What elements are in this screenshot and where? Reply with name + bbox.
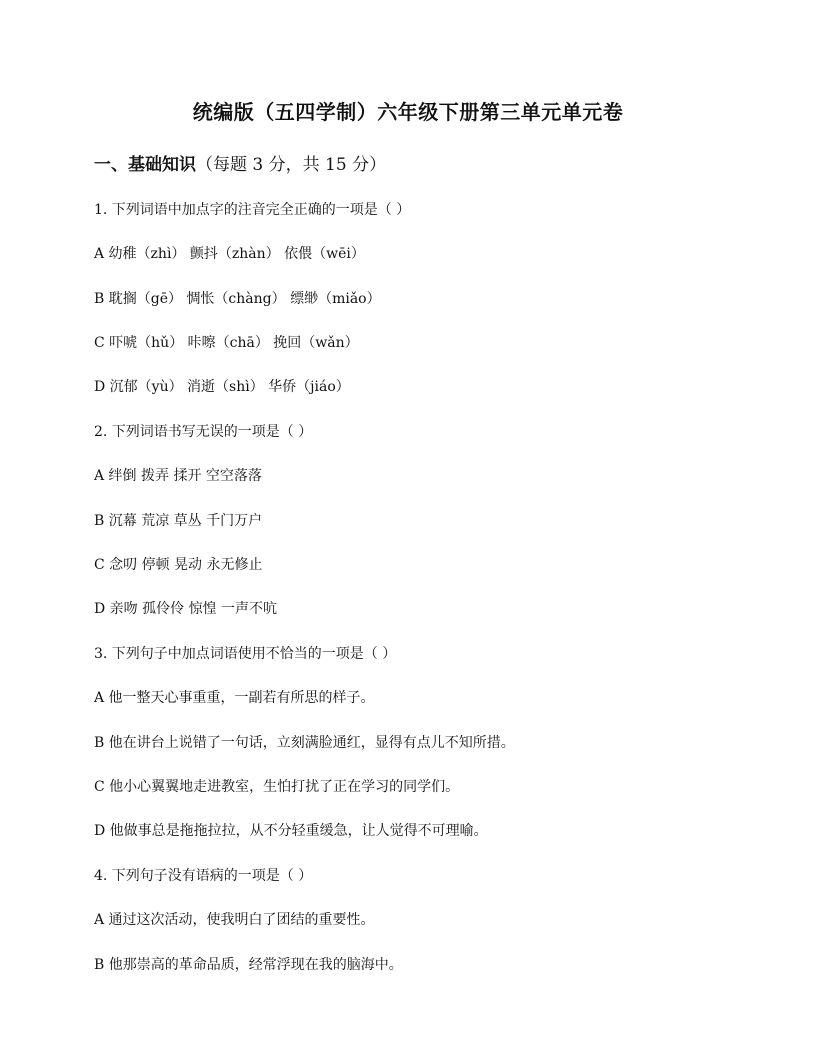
question-3-option-b: B 他在讲台上说错了一句话，立刻满脸通红，显得有点儿不知所措。 xyxy=(94,735,515,751)
question-3-option-d: D 他做事总是拖拖拉拉，从不分轻重缓急，让人觉得不可理喻。 xyxy=(94,823,488,839)
question-3-stem: 3. 下列句子中加点词语使用不恰当的一项是（ ） xyxy=(94,646,397,662)
question-1-option-c: C 吓唬（hǔ） 咔嚓（chā） 挽回（wǎn） xyxy=(94,335,359,351)
question-2-option-a: A 绊倒 拨弄 揉开 空空落落 xyxy=(94,468,262,484)
section-heading-label: 一、基础知识 xyxy=(94,155,196,175)
question-2-option-d: D 亲吻 孤伶伶 惊惶 一声不吭 xyxy=(94,601,278,617)
question-4-option-a: A 通过这次活动，使我明白了团结的重要性。 xyxy=(94,912,375,928)
question-1-option-b: B 耽搁（gē） 惆怅（chàng） 缥缈（miǎo） xyxy=(94,291,381,307)
question-1-stem: 1. 下列词语中加点字的注音完全正确的一项是（ ） xyxy=(94,202,411,218)
section-heading xyxy=(94,150,386,175)
question-2-stem: 2. 下列词语书写无误的一项是（ ） xyxy=(94,424,313,440)
section-heading-score-note: （每题 3 分，共 15 分） xyxy=(196,155,387,175)
question-3-option-a: A 他一整天心事重重，一副若有所思的样子。 xyxy=(94,690,375,706)
question-2-option-b: B 沉幕 荒凉 草丛 千门万户 xyxy=(94,513,263,529)
document-title: 统编版（五四学制）六年级下册第三单元单元卷 xyxy=(192,100,624,124)
question-1-option-d: D 沉郁（yù） 消逝（shì） 华侨（jiáo） xyxy=(94,379,350,395)
question-1-option-a: A 幼稚（zhì） 颤抖（zhàn） 依偎（wēi） xyxy=(94,246,365,262)
question-4-option-b: B 他那崇高的革命品质，经常浮现在我的脑海中。 xyxy=(94,957,403,973)
question-4-stem: 4. 下列句子没有语病的一项是（ ） xyxy=(94,868,313,884)
question-2-option-c: C 念叨 停顿 晃动 永无修止 xyxy=(94,557,263,573)
question-3-option-c: C 他小心翼翼地走进教室，生怕打扰了正在学习的同学们。 xyxy=(94,779,460,795)
